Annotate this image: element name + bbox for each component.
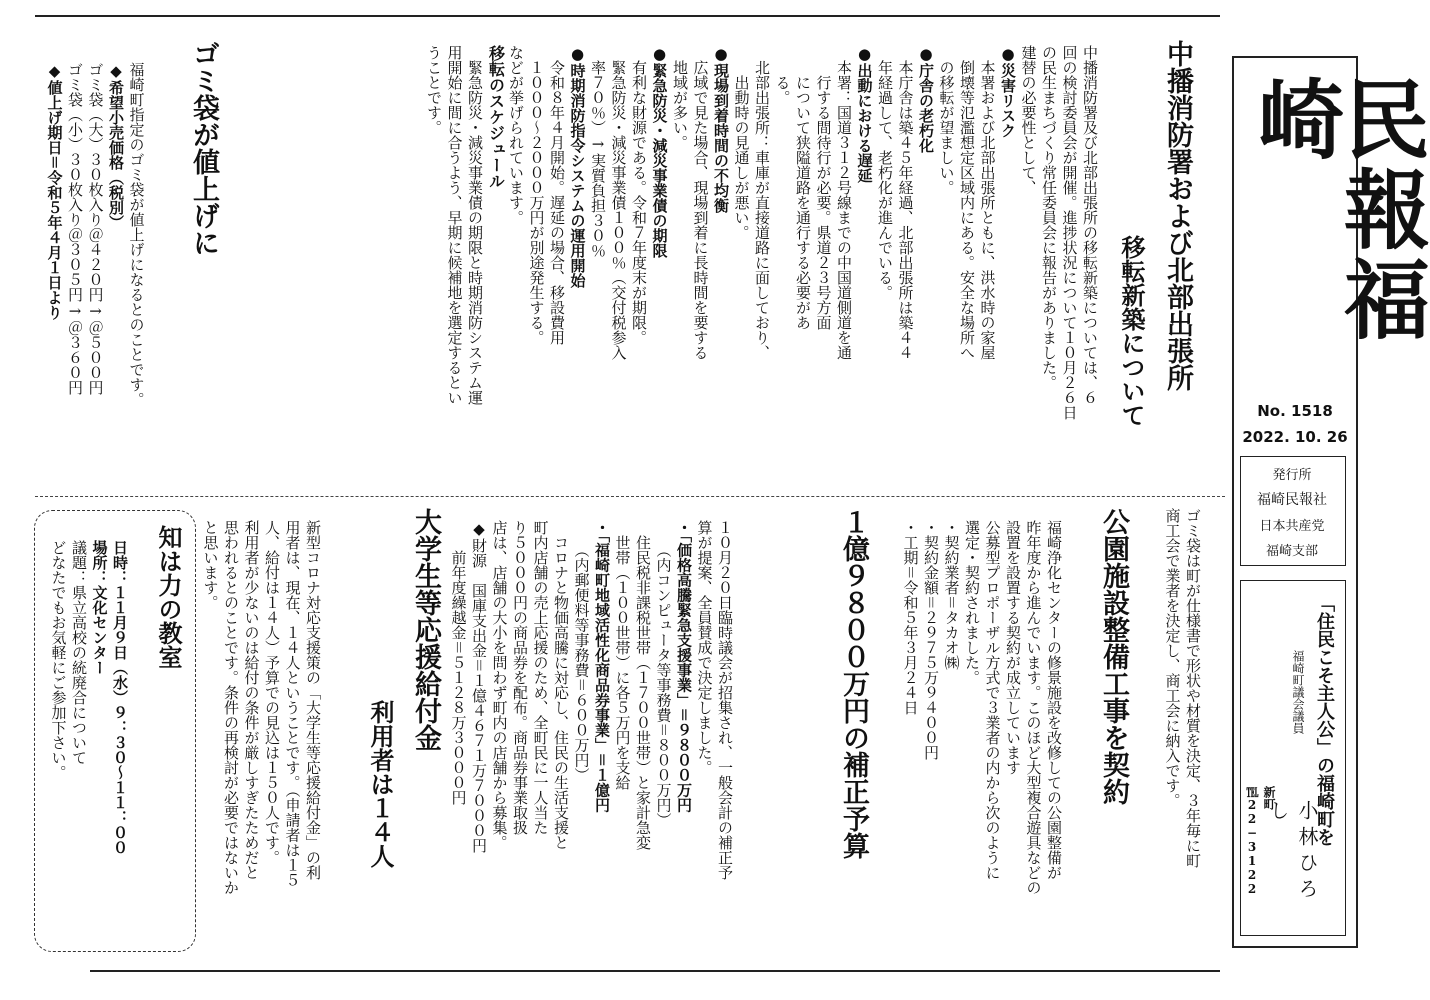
student-line: と思います。 xyxy=(201,520,220,610)
fire-line: 本署：国道３１２号線までの中国道側道を通 xyxy=(835,45,853,360)
park-line: 設置を設置する契約が成立しています xyxy=(1004,520,1022,775)
student-article-subtitle: 利用者は１４人 xyxy=(366,700,394,868)
fire-line: 本署および北部出張所ともに、洪水時の家屋 xyxy=(978,45,997,360)
event-datetime: 日時：１１月９日（水）９：３０～１１：００ xyxy=(111,540,129,855)
park-article-body xyxy=(900,520,1092,960)
fire-article-title: 中播消防署および北部出張所 xyxy=(1162,40,1193,391)
student-article-body xyxy=(200,520,360,960)
student-line: 新型コロナ対応支援策の「大学生等応援給付金」の利 xyxy=(304,520,322,880)
fire-line: ●時期消防指令システムの運用開始 xyxy=(568,45,587,288)
budget-line: 店は、店舗の大小を問わず町内の店舗から募集。 xyxy=(490,520,509,850)
fire-line: 出動時の見通しが悪い。 xyxy=(732,45,751,240)
member-name: 小林ひろし xyxy=(1266,800,1319,904)
garbage-continued xyxy=(1162,508,1222,948)
garbage-line: ◆値上げ期日＝令和５年４月１日より xyxy=(45,62,64,320)
park-article-title: 公園施設整備工事を契約 xyxy=(1098,508,1129,805)
budget-line: ・「福崎町地域活性化商品券事業」＝１億円 xyxy=(593,520,611,813)
budget-line: 算が提案、全員賛成で決定しました。 xyxy=(695,520,714,775)
event-body xyxy=(48,540,148,940)
fire-line: 回の検討委員会が開催。進捗状況について１０月２６日 xyxy=(1060,45,1079,420)
budget-line: ◆財源 国庫支出金＝１億４６７１万７０００円 xyxy=(470,520,488,853)
fire-line: 北部出張所：車庫が直接道路に面しており、 xyxy=(753,45,771,360)
fire-line: 中播消防署及び北部出張所の移転新築については、６ xyxy=(1081,45,1099,405)
budget-line: コロナと物価高騰に対応し、住民の生活支援と xyxy=(552,520,570,850)
fire-line: 緊急防災・減災事業債１００％（交付税参入 xyxy=(609,45,628,360)
garbage-article-body xyxy=(44,62,184,482)
fire-line: 率７０％）→実質負担３０％ xyxy=(589,45,607,258)
publisher-name: 福崎民報社 xyxy=(1257,492,1327,508)
garbage-line: 福崎町指定のゴミ袋が値上げになるとのことです。 xyxy=(127,62,146,407)
budget-line: 住民税非課税世帯（１７００世帯）と家計急変 xyxy=(634,520,652,850)
garbage-cont-line: ゴミ袋は町が仕様書で形状や材質を決定、３年毎に町 xyxy=(1184,508,1202,868)
fire-line: ●出動における遅延 xyxy=(855,45,874,183)
party-name: 日本共産党 xyxy=(1259,519,1325,534)
garbage-line: ゴミ袋（大）３０枚入り＠４２０円→＠５００円 xyxy=(86,62,105,395)
budget-line: （内郵便料等事務費＝６００万円） xyxy=(572,520,591,783)
fire-line: 緊急防災・減災事業債の期限と時期消防システム運 xyxy=(466,45,484,405)
event-place: 場所：文化センター xyxy=(90,540,109,675)
fire-line: 広域で見た場合、現場到着に長時間を要する xyxy=(691,45,710,360)
garbage-line: ゴミ袋（小）３０枚入り＠３０５円→＠３６０円 xyxy=(66,62,84,395)
budget-line: １０月２０日臨時議会が招集され、一般会計の補正予 xyxy=(716,520,734,880)
fire-line: について狭隘道路を通行する必要があ xyxy=(794,45,812,330)
budget-line: 町内店舗の売上応援のため、全町民に一人当た xyxy=(531,520,550,835)
fire-line: 地域が多い。 xyxy=(671,45,689,150)
garbage-article-title: ゴミ袋が値上げに xyxy=(188,40,219,256)
fire-line: 移転のスケジュール xyxy=(486,45,506,189)
event-invite: どなたでもお気軽にご参加下さい。 xyxy=(49,540,68,780)
fire-line: １０００～２０００万円が別途発生する。 xyxy=(527,45,546,345)
budget-line: （内コンピュータ等事務費＝８００万円） xyxy=(654,520,673,828)
park-line: ・工期＝令和５年３月２４日 xyxy=(901,520,920,715)
fire-article-body xyxy=(424,45,1101,485)
park-line: 福崎浄化センターの修景施設を改修しての公園整備が xyxy=(1045,520,1063,880)
park-line: 選定・契約されました。 xyxy=(963,520,981,685)
bottom-rule xyxy=(90,970,1220,972)
member-title: 福崎町議会議員 xyxy=(1291,650,1305,734)
event-title: 知は力の教室 xyxy=(154,525,182,669)
park-line: ・契約業者＝タカオ㈱ xyxy=(942,520,961,670)
budget-article-body xyxy=(448,520,832,960)
fire-line: る。 xyxy=(773,45,792,105)
park-line: 昨年度から進んでいます。このほど大型複合遊具などの xyxy=(1024,520,1043,895)
slogan: 「住民こそ主人公」の福崎町を xyxy=(1314,594,1335,846)
fire-line: 行する間待行が必要。県道２３号方面 xyxy=(814,45,833,330)
fire-line: ●現場到着時間の不均衡 xyxy=(712,45,730,213)
student-line: 利用者が少ないのは給付の条件が厳しすぎたためだと xyxy=(242,520,261,880)
garbage-line: ◆希望小売価格（税別） xyxy=(107,62,125,230)
park-line: ・契約金額＝２９７５万９４００円 xyxy=(922,520,940,760)
fire-line: などが挙げられています。 xyxy=(507,45,525,225)
fire-article-subtitle: 移転新築について xyxy=(1117,235,1145,427)
fire-line: の民生まちづくり常任委員会に報告がありました。 xyxy=(1040,45,1058,390)
budget-line: 前年度繰越金＝５１２８万３０００円 xyxy=(449,520,468,805)
fire-line: 令和８年４月開始。遅延の場合、移設費用 xyxy=(548,45,566,345)
masthead-title: 民報福崎 xyxy=(1243,75,1430,345)
budget-line: ・「価格高騰緊急支援事業」＝９８００万円 xyxy=(675,520,693,813)
fire-line: 倒壊等氾濫想定区域内にある。安全な場所へ xyxy=(958,45,976,360)
fire-line: ●庁舎の老朽化 xyxy=(917,45,935,153)
fire-line: うことです。 xyxy=(425,45,443,135)
branch-name: 福崎支部 xyxy=(1265,544,1318,559)
issue-number: No. 1518 xyxy=(1257,402,1333,420)
member-contact: 新町 ℡22−3122 xyxy=(1245,786,1276,896)
fire-line: ●緊急防災・減災事業債の期限 xyxy=(650,45,669,258)
top-rule xyxy=(35,15,1220,17)
fire-line: 用開始に間に合うよう、早期に候補地を選定するとい xyxy=(445,45,464,405)
student-article-title: 大学生等応援給付金 xyxy=(410,508,441,751)
issue-date: 2022. 10. 26 xyxy=(1242,428,1348,446)
fire-line: 有利な財源である。令和７年度末が期限。 xyxy=(630,45,648,345)
fire-line: ●災害リスク xyxy=(999,45,1017,138)
fire-line: 年経過して、老朽化が進んでいる。 xyxy=(876,45,894,300)
budget-article-title: １億９８００万円の補正予算 xyxy=(838,508,869,859)
student-line: 用者は、現在、１４人ということです。（申請者は１５ xyxy=(283,520,302,888)
student-line: 人、給付は１４人）予算での見込は１５０人です。 xyxy=(263,520,281,865)
fire-line: の移転が望ましい。 xyxy=(937,45,956,195)
fire-line: 建替の必要性として、 xyxy=(1019,45,1038,195)
section-divider xyxy=(35,496,1225,497)
event-agenda: 議題：県立高校の統廃合について xyxy=(70,540,88,765)
student-line: 思われるとのことです。条件の再検討が必要ではないか xyxy=(222,520,240,895)
fire-line: 本庁舎は築４５年経過、北部出張所は築４４ xyxy=(896,45,915,360)
garbage-cont-line: 商工会で業者を決定し、商工会に納入です。 xyxy=(1163,508,1182,808)
budget-line: 世帯（１００世帯）に各５万円を支給 xyxy=(613,520,632,790)
park-line: 公募型プロポーザル方式で３業者の内から次のように xyxy=(983,520,1002,880)
budget-line: り５０００円の商品券を配布。商品券事業取扱 xyxy=(511,520,529,835)
publisher-label: 発行所 xyxy=(1272,468,1312,483)
